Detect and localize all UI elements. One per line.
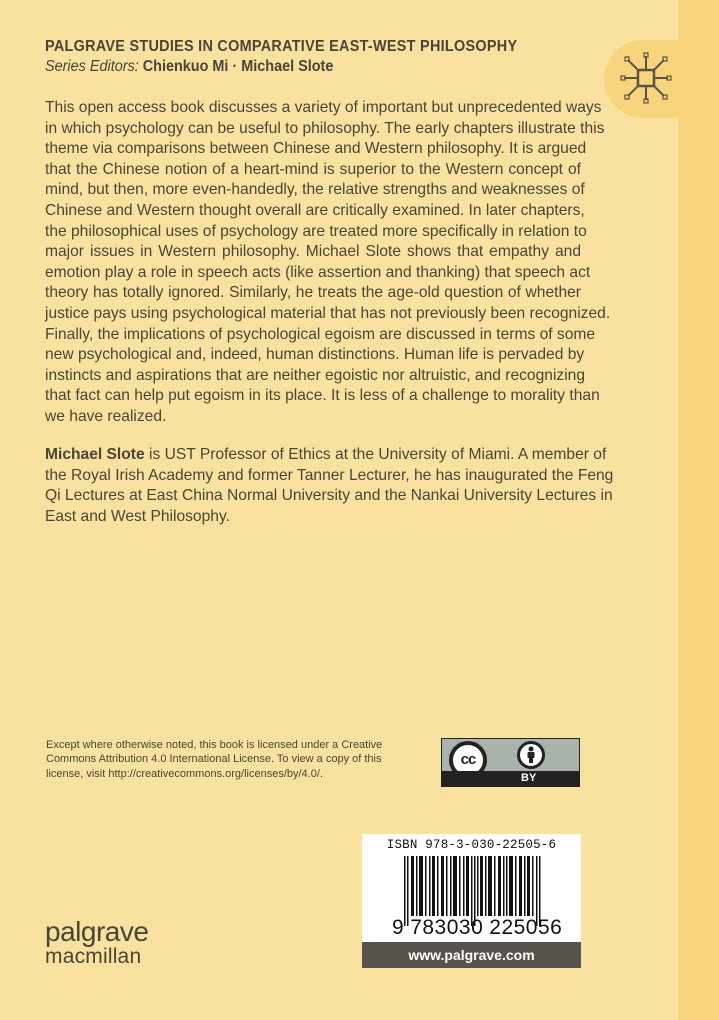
- series-editors: [45, 58, 566, 76]
- barcode-right-digits: 225056: [489, 916, 563, 939]
- side-strip: [678, 0, 719, 1020]
- author-name: Michael Slote: [45, 446, 145, 463]
- abstract-line: in which psychology can be useful to philosophy. The early chapters illustrate this: [45, 119, 605, 137]
- attribution-person-icon: [517, 741, 545, 769]
- abstract-line: Chinese and Western thought overall are critically examined. In later chapters,: [45, 201, 585, 219]
- abstract-line: justice pays using psychological material that has not previously been recognized.: [45, 304, 611, 322]
- license-notice: [46, 738, 396, 781]
- by-label: BY: [521, 772, 537, 784]
- abstract-line: Finally, the implications of psychological egoism are discussed in terms of some: [45, 325, 596, 343]
- license-line: Commons Attribution 4.0 International License. To view a copy of this: [46, 753, 382, 766]
- bio-line: East and West Philosophy.: [45, 507, 230, 525]
- publisher-url: www.palgrave.com: [362, 942, 581, 968]
- bio-line-rest: is UST Professor of Ethics at the University of Miami. A member of: [144, 446, 607, 463]
- abstract-line: that the Chinese notion of a heart-mind is superior to the Western concept of: [45, 160, 581, 178]
- abstract-line: major issues in Western philosophy. Michael Slote shows that empathy and: [45, 243, 581, 261]
- author-bio: [45, 445, 614, 527]
- bio-line: the Royal Irish Academy and former Tanner Lecturer, he has inaugurated the Feng: [45, 466, 614, 484]
- barcode-first-digit: 9: [392, 916, 405, 939]
- cc-icon: cc: [449, 741, 487, 779]
- network-hub-icon: [618, 50, 674, 106]
- abstract-line: new psychological and, indeed, human distinctions. Human life is pervaded by: [45, 346, 585, 364]
- cc-by-badge: [441, 738, 580, 787]
- abstract-line: theory has totally ignored. Similarly, he treats the age-old question of whether: [45, 284, 581, 302]
- isbn-text: ISBN 978-3-030-22505-6: [386, 838, 557, 852]
- publisher-logo-line1: palgrave: [45, 916, 149, 947]
- publisher-logo: [45, 918, 148, 968]
- book-abstract: [45, 98, 611, 428]
- series-title: PALGRAVE STUDIES IN COMPARATIVE EAST-WEST PHILOSOPHY: [45, 38, 518, 55]
- publisher-logo-line2: macmillan: [45, 945, 142, 968]
- series-editors-label: Series Editors:: [45, 58, 139, 75]
- abstract-line: emotion play a role in speech acts (like assertion and thanking) that speech act: [45, 263, 591, 281]
- license-line: Except where otherwise noted, this book is licensed under a Creative: [46, 739, 383, 751]
- bio-line: Qi Lectures at East China Normal University and the Nankai University Lectures in: [45, 487, 613, 505]
- abstract-line: This open access book discusses a variety of important but unprecedented ways: [45, 99, 602, 116]
- isbn-barcode-box: [362, 834, 581, 968]
- abstract-line: theme via comparisons between Chinese and Western philosophy. It is argued: [45, 140, 587, 158]
- barcode-left-digits: 783030: [410, 916, 484, 939]
- abstract-line: mind, but then, more even-handedly, the relative strengths and weaknesses of: [45, 181, 585, 199]
- bio-line: [45, 445, 607, 466]
- abstract-line: we have realized.: [45, 407, 167, 425]
- abstract-line: the philosophical uses of psychology are treated more specifically in relation to: [45, 222, 587, 240]
- series-editors-names: Chienkuo Mi · Michael Slote: [142, 58, 334, 75]
- abstract-line: that fact can help put egoism in its place. It is less of a challenge to morality than: [45, 387, 600, 405]
- license-line: license, visit http://creativecommons.org/licenses/by/4.0/.: [46, 767, 323, 780]
- barcode-digits: [392, 916, 562, 940]
- series-header: [45, 38, 605, 76]
- abstract-line: instincts and aspirations that are neither egoistic nor altruistic, and recognizing: [45, 366, 586, 384]
- series-icon-tab: [604, 40, 694, 118]
- by-bar: [442, 771, 579, 786]
